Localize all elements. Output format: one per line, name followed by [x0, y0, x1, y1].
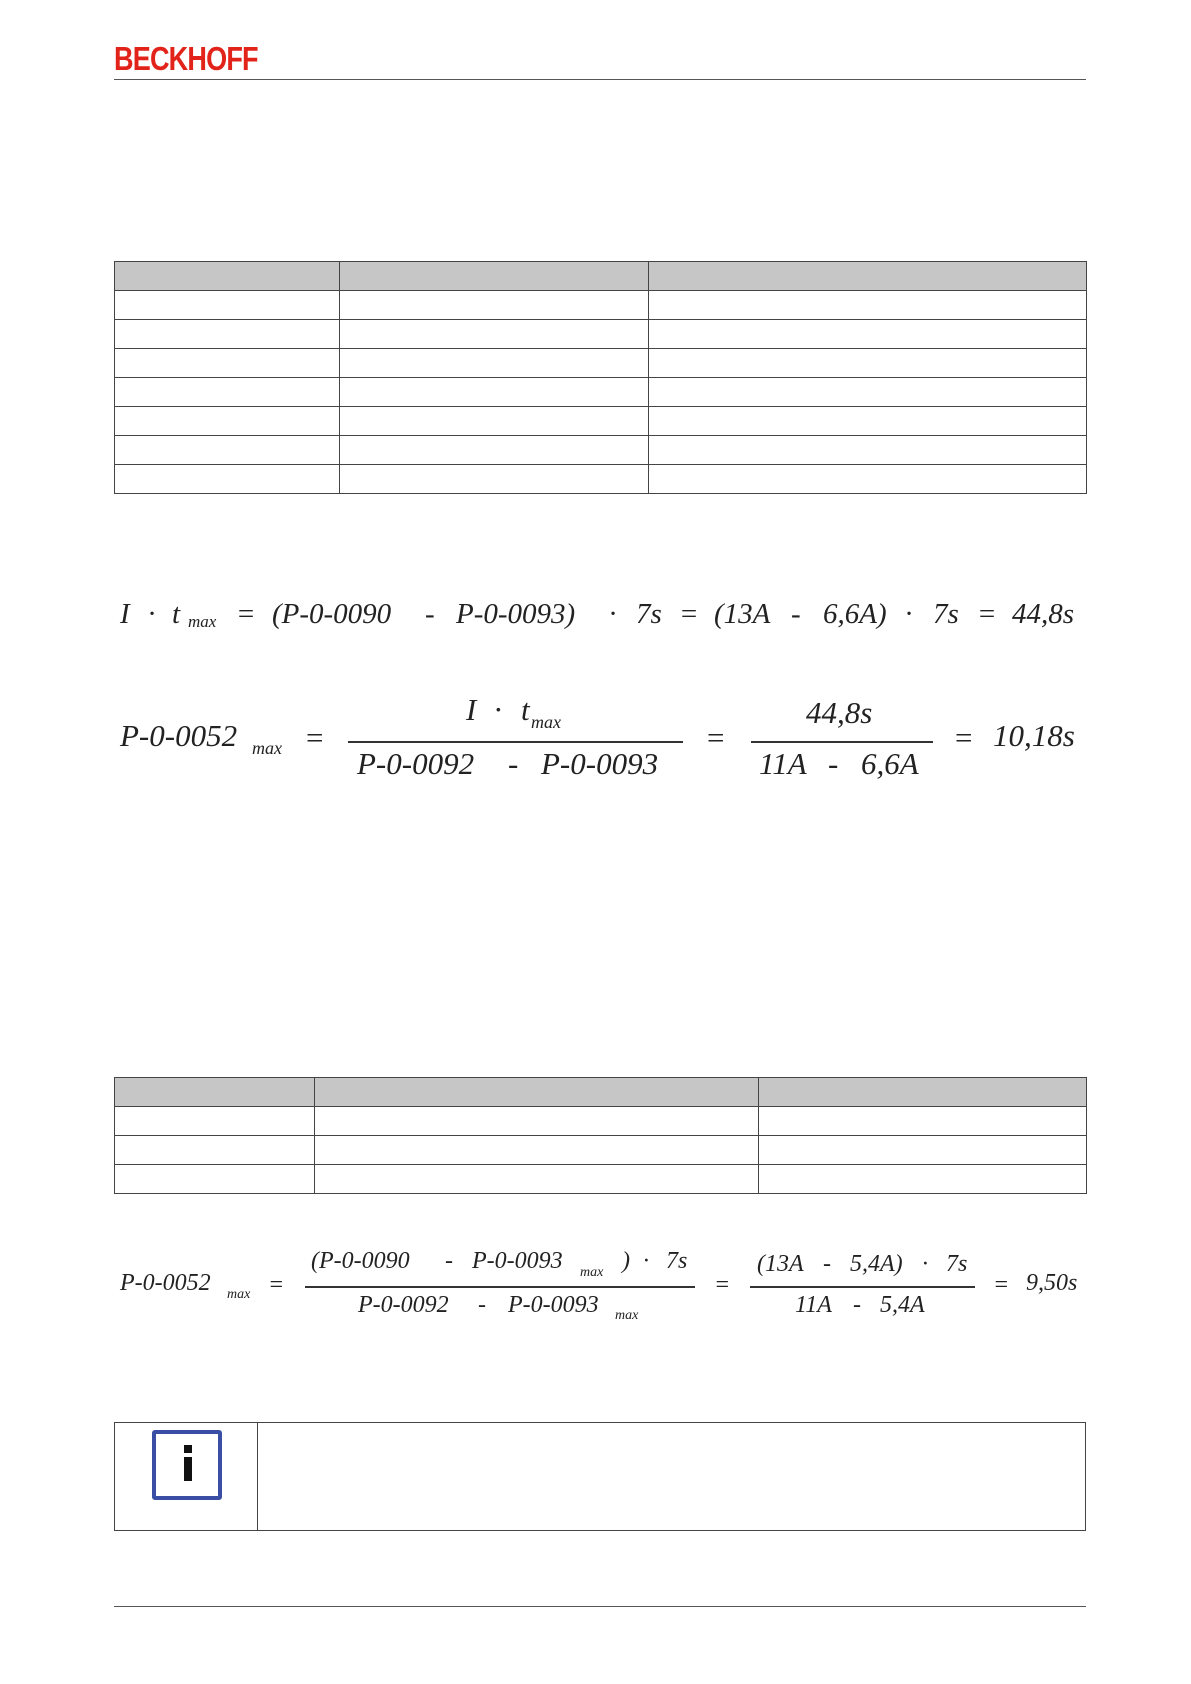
table-row: [115, 378, 1087, 407]
fraction-bar: [348, 741, 683, 743]
table-row: [115, 291, 1087, 320]
table-row: [115, 1165, 1087, 1194]
table-row: [115, 465, 1087, 494]
table-row: [115, 407, 1087, 436]
table-row: [115, 1136, 1087, 1165]
note-box: [114, 1422, 1086, 1531]
footer-rule: [114, 1606, 1086, 1607]
fraction-bar: [750, 1286, 975, 1288]
table-header-row: [115, 1078, 1087, 1107]
table-row: [115, 1107, 1087, 1136]
header-rule: [114, 79, 1086, 80]
note-divider: [257, 1423, 258, 1530]
table-row: [115, 436, 1087, 465]
table-row: [115, 349, 1087, 378]
fraction-bar: [751, 741, 933, 743]
fraction-bar: [305, 1286, 695, 1288]
parameter-table-2: [114, 1077, 1087, 1194]
info-icon: [152, 1430, 222, 1500]
parameter-table-1: [114, 261, 1087, 494]
brand-logo: BECKHOFF: [114, 40, 258, 77]
table-header-row: [115, 262, 1087, 291]
table-row: [115, 320, 1087, 349]
